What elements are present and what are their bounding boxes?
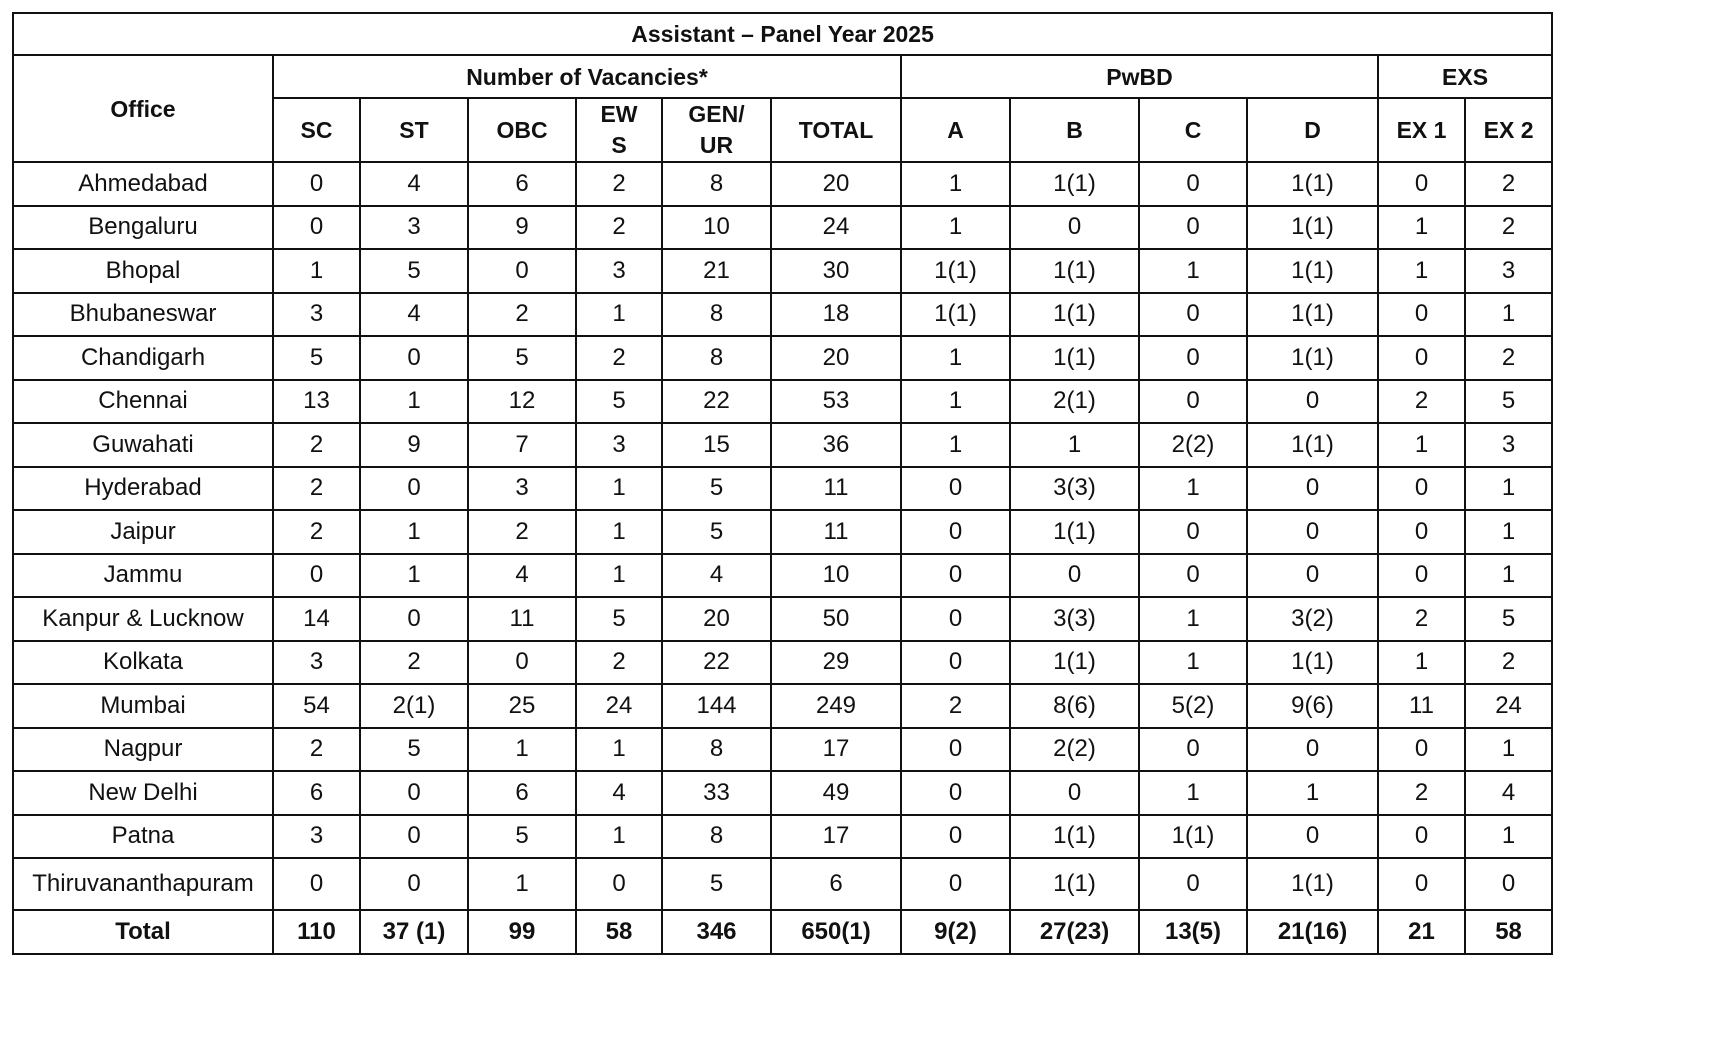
cell-sc: 2 <box>273 467 360 511</box>
total-cell-a: 9(2) <box>901 910 1010 954</box>
cell-obc: 2 <box>468 293 576 337</box>
cell-st: 9 <box>360 423 468 467</box>
cell-gen: 8 <box>662 336 771 380</box>
cell-st: 5 <box>360 249 468 293</box>
cell-ex2: 1 <box>1465 510 1552 554</box>
total-cell-b: 27(23) <box>1010 910 1139 954</box>
cell-c: 2(2) <box>1139 423 1247 467</box>
cell-st: 1 <box>360 510 468 554</box>
cell-ex1: 11 <box>1378 684 1465 728</box>
table-row <box>13 293 1552 337</box>
cell-ews: 1 <box>576 815 662 859</box>
cell-st: 0 <box>360 858 468 910</box>
office-name-cell: Patna <box>13 815 273 859</box>
cell-d: 0 <box>1247 554 1378 598</box>
cell-a: 1 <box>901 206 1010 250</box>
cell-total: 24 <box>771 206 901 250</box>
cell-b: 1(1) <box>1010 641 1139 685</box>
office-name-cell: Bhubaneswar <box>13 293 273 337</box>
cell-ex1: 0 <box>1378 162 1465 206</box>
cell-st: 0 <box>360 336 468 380</box>
cell-a: 0 <box>901 815 1010 859</box>
col-header-ews-line1: EW <box>600 101 638 127</box>
cell-b: 0 <box>1010 771 1139 815</box>
cell-d: 0 <box>1247 728 1378 772</box>
col-header-st: ST <box>360 98 468 162</box>
col-header-d: D <box>1247 98 1378 162</box>
cell-gen: 8 <box>662 728 771 772</box>
office-name-cell: Kolkata <box>13 641 273 685</box>
total-row <box>13 910 1552 954</box>
cell-d: 1(1) <box>1247 423 1378 467</box>
cell-ex2: 1 <box>1465 815 1552 859</box>
cell-d: 3(2) <box>1247 597 1378 641</box>
office-name-cell: Bhopal <box>13 249 273 293</box>
cell-d: 1(1) <box>1247 293 1378 337</box>
cell-d: 1(1) <box>1247 858 1378 910</box>
cell-total: 249 <box>771 684 901 728</box>
cell-total: 49 <box>771 771 901 815</box>
cell-b: 0 <box>1010 554 1139 598</box>
cell-total: 17 <box>771 815 901 859</box>
table-row <box>13 684 1552 728</box>
cell-a: 1(1) <box>901 293 1010 337</box>
cell-total: 17 <box>771 728 901 772</box>
cell-st: 0 <box>360 597 468 641</box>
office-name-cell: Hyderabad <box>13 467 273 511</box>
cell-b: 1(1) <box>1010 249 1139 293</box>
cell-total: 6 <box>771 858 901 910</box>
cell-ex1: 0 <box>1378 858 1465 910</box>
office-name-cell: New Delhi <box>13 771 273 815</box>
cell-total: 36 <box>771 423 901 467</box>
cell-b: 1(1) <box>1010 815 1139 859</box>
cell-b: 1(1) <box>1010 858 1139 910</box>
cell-ex1: 0 <box>1378 510 1465 554</box>
cell-d: 0 <box>1247 510 1378 554</box>
office-name-cell: Thiruvananthapuram <box>13 858 273 910</box>
cell-ews: 2 <box>576 206 662 250</box>
group-header-pwbd: PwBD <box>901 55 1378 98</box>
cell-st: 3 <box>360 206 468 250</box>
cell-gen: 8 <box>662 162 771 206</box>
cell-gen: 33 <box>662 771 771 815</box>
col-header-obc: OBC <box>468 98 576 162</box>
cell-c: 5(2) <box>1139 684 1247 728</box>
cell-ex2: 5 <box>1465 380 1552 424</box>
cell-obc: 2 <box>468 510 576 554</box>
cell-ews: 1 <box>576 293 662 337</box>
cell-ews: 2 <box>576 641 662 685</box>
cell-sc: 3 <box>273 641 360 685</box>
cell-ex1: 1 <box>1378 641 1465 685</box>
cell-c: 0 <box>1139 293 1247 337</box>
cell-b: 1(1) <box>1010 293 1139 337</box>
col-header-total: TOTAL <box>771 98 901 162</box>
cell-b: 8(6) <box>1010 684 1139 728</box>
col-header-c: C <box>1139 98 1247 162</box>
cell-b: 1(1) <box>1010 162 1139 206</box>
cell-b: 0 <box>1010 206 1139 250</box>
cell-d: 0 <box>1247 380 1378 424</box>
col-header-gen-ur <box>662 98 771 162</box>
cell-obc: 5 <box>468 336 576 380</box>
cell-obc: 11 <box>468 597 576 641</box>
cell-ex2: 2 <box>1465 641 1552 685</box>
office-name-cell: Bengaluru <box>13 206 273 250</box>
cell-ex2: 3 <box>1465 423 1552 467</box>
cell-sc: 3 <box>273 293 360 337</box>
cell-obc: 3 <box>468 467 576 511</box>
cell-c: 1 <box>1139 249 1247 293</box>
cell-ex1: 0 <box>1378 293 1465 337</box>
cell-ex2: 1 <box>1465 728 1552 772</box>
cell-sc: 3 <box>273 815 360 859</box>
vacancy-table-container <box>12 12 1553 955</box>
cell-ews: 2 <box>576 336 662 380</box>
cell-c: 0 <box>1139 728 1247 772</box>
cell-b: 2(2) <box>1010 728 1139 772</box>
cell-sc: 6 <box>273 771 360 815</box>
office-name-cell: Guwahati <box>13 423 273 467</box>
col-header-gen-line2: UR <box>699 132 734 158</box>
cell-total: 11 <box>771 467 901 511</box>
cell-st: 0 <box>360 771 468 815</box>
cell-c: 1 <box>1139 597 1247 641</box>
office-name-cell: Kanpur & Lucknow <box>13 597 273 641</box>
cell-ews: 1 <box>576 554 662 598</box>
cell-obc: 9 <box>468 206 576 250</box>
col-header-ex2: EX 2 <box>1465 98 1552 162</box>
cell-ews: 1 <box>576 510 662 554</box>
cell-gen: 144 <box>662 684 771 728</box>
cell-ews: 3 <box>576 423 662 467</box>
cell-gen: 8 <box>662 815 771 859</box>
cell-a: 0 <box>901 510 1010 554</box>
cell-ews: 1 <box>576 467 662 511</box>
cell-b: 1 <box>1010 423 1139 467</box>
cell-ex1: 1 <box>1378 206 1465 250</box>
cell-b: 3(3) <box>1010 597 1139 641</box>
cell-ex1: 1 <box>1378 249 1465 293</box>
cell-gen: 22 <box>662 380 771 424</box>
cell-a: 2 <box>901 684 1010 728</box>
cell-gen: 22 <box>662 641 771 685</box>
cell-d: 1(1) <box>1247 249 1378 293</box>
cell-b: 2(1) <box>1010 380 1139 424</box>
table-row <box>13 423 1552 467</box>
cell-total: 53 <box>771 380 901 424</box>
total-cell-st: 37 (1) <box>360 910 468 954</box>
cell-ex1: 2 <box>1378 380 1465 424</box>
cell-a: 0 <box>901 467 1010 511</box>
cell-obc: 1 <box>468 858 576 910</box>
cell-sc: 0 <box>273 554 360 598</box>
cell-st: 5 <box>360 728 468 772</box>
cell-c: 0 <box>1139 336 1247 380</box>
table-row <box>13 771 1552 815</box>
cell-obc: 25 <box>468 684 576 728</box>
cell-obc: 0 <box>468 249 576 293</box>
cell-c: 1 <box>1139 771 1247 815</box>
cell-obc: 1 <box>468 728 576 772</box>
table-row <box>13 728 1552 772</box>
table-row <box>13 162 1552 206</box>
cell-sc: 0 <box>273 162 360 206</box>
cell-ex1: 1 <box>1378 423 1465 467</box>
office-name-cell: Jaipur <box>13 510 273 554</box>
cell-obc: 5 <box>468 815 576 859</box>
office-header: Office <box>13 55 273 162</box>
cell-ews: 0 <box>576 858 662 910</box>
table-body <box>13 162 1552 954</box>
cell-ex2: 1 <box>1465 467 1552 511</box>
col-header-a: A <box>901 98 1010 162</box>
cell-d: 1(1) <box>1247 336 1378 380</box>
cell-obc: 7 <box>468 423 576 467</box>
cell-ex2: 24 <box>1465 684 1552 728</box>
cell-sc: 0 <box>273 206 360 250</box>
group-header-exs: EXS <box>1378 55 1552 98</box>
table-row <box>13 380 1552 424</box>
total-cell-ex1: 21 <box>1378 910 1465 954</box>
col-header-sc: SC <box>273 98 360 162</box>
cell-ews: 24 <box>576 684 662 728</box>
cell-gen: 21 <box>662 249 771 293</box>
cell-a: 0 <box>901 858 1010 910</box>
cell-obc: 0 <box>468 641 576 685</box>
table-row <box>13 597 1552 641</box>
cell-a: 0 <box>901 554 1010 598</box>
office-name-cell: Ahmedabad <box>13 162 273 206</box>
cell-ews: 5 <box>576 597 662 641</box>
cell-st: 1 <box>360 554 468 598</box>
cell-d: 0 <box>1247 815 1378 859</box>
cell-gen: 5 <box>662 510 771 554</box>
total-cell-ex2: 58 <box>1465 910 1552 954</box>
cell-ews: 5 <box>576 380 662 424</box>
cell-gen: 20 <box>662 597 771 641</box>
cell-total: 10 <box>771 554 901 598</box>
cell-c: 1 <box>1139 641 1247 685</box>
cell-gen: 5 <box>662 858 771 910</box>
office-name-cell: Jammu <box>13 554 273 598</box>
cell-c: 0 <box>1139 510 1247 554</box>
total-cell-ews: 58 <box>576 910 662 954</box>
cell-sc: 13 <box>273 380 360 424</box>
table-row <box>13 336 1552 380</box>
total-cell-c: 13(5) <box>1139 910 1247 954</box>
cell-ex2: 1 <box>1465 554 1552 598</box>
cell-d: 0 <box>1247 467 1378 511</box>
table-title: Assistant – Panel Year 2025 <box>13 13 1552 55</box>
group-header-vacancies: Number of Vacancies* <box>273 55 901 98</box>
cell-obc: 6 <box>468 771 576 815</box>
cell-a: 1 <box>901 380 1010 424</box>
cell-c: 0 <box>1139 380 1247 424</box>
cell-ews: 2 <box>576 162 662 206</box>
cell-gen: 15 <box>662 423 771 467</box>
cell-st: 4 <box>360 162 468 206</box>
cell-d: 1(1) <box>1247 641 1378 685</box>
cell-d: 1 <box>1247 771 1378 815</box>
cell-ex2: 5 <box>1465 597 1552 641</box>
total-cell-obc: 99 <box>468 910 576 954</box>
office-name-cell: Chennai <box>13 380 273 424</box>
cell-total: 30 <box>771 249 901 293</box>
cell-st: 4 <box>360 293 468 337</box>
cell-total: 11 <box>771 510 901 554</box>
table-row <box>13 641 1552 685</box>
cell-c: 0 <box>1139 206 1247 250</box>
cell-ews: 1 <box>576 728 662 772</box>
table-row <box>13 206 1552 250</box>
cell-sc: 2 <box>273 728 360 772</box>
cell-total: 18 <box>771 293 901 337</box>
cell-total: 20 <box>771 336 901 380</box>
cell-ews: 4 <box>576 771 662 815</box>
cell-sc: 54 <box>273 684 360 728</box>
cell-d: 1(1) <box>1247 206 1378 250</box>
cell-sc: 0 <box>273 858 360 910</box>
cell-ex1: 0 <box>1378 728 1465 772</box>
cell-a: 1 <box>901 336 1010 380</box>
table-row <box>13 249 1552 293</box>
cell-ex1: 0 <box>1378 467 1465 511</box>
cell-b: 3(3) <box>1010 467 1139 511</box>
office-name-cell: Nagpur <box>13 728 273 772</box>
cell-sc: 5 <box>273 336 360 380</box>
cell-a: 1(1) <box>901 249 1010 293</box>
cell-b: 1(1) <box>1010 510 1139 554</box>
cell-sc: 1 <box>273 249 360 293</box>
table-row <box>13 815 1552 859</box>
vacancy-table <box>12 12 1553 955</box>
office-name-cell: Mumbai <box>13 684 273 728</box>
table-row <box>13 510 1552 554</box>
cell-a: 0 <box>901 641 1010 685</box>
cell-ex2: 2 <box>1465 206 1552 250</box>
total-cell-gen: 346 <box>662 910 771 954</box>
cell-total: 50 <box>771 597 901 641</box>
cell-c: 1(1) <box>1139 815 1247 859</box>
cell-gen: 10 <box>662 206 771 250</box>
cell-st: 2(1) <box>360 684 468 728</box>
cell-total: 20 <box>771 162 901 206</box>
cell-ex1: 2 <box>1378 771 1465 815</box>
cell-obc: 6 <box>468 162 576 206</box>
cell-st: 0 <box>360 815 468 859</box>
cell-ex2: 2 <box>1465 162 1552 206</box>
cell-sc: 2 <box>273 510 360 554</box>
cell-obc: 12 <box>468 380 576 424</box>
cell-c: 1 <box>1139 467 1247 511</box>
cell-c: 0 <box>1139 554 1247 598</box>
col-header-ex1: EX 1 <box>1378 98 1465 162</box>
cell-st: 1 <box>360 380 468 424</box>
cell-ex1: 0 <box>1378 336 1465 380</box>
cell-sc: 2 <box>273 423 360 467</box>
cell-obc: 4 <box>468 554 576 598</box>
cell-b: 1(1) <box>1010 336 1139 380</box>
cell-ews: 3 <box>576 249 662 293</box>
table-row <box>13 858 1552 910</box>
cell-d: 9(6) <box>1247 684 1378 728</box>
cell-sc: 14 <box>273 597 360 641</box>
cell-a: 1 <box>901 162 1010 206</box>
table-row <box>13 467 1552 511</box>
cell-c: 0 <box>1139 162 1247 206</box>
cell-total: 29 <box>771 641 901 685</box>
cell-c: 0 <box>1139 858 1247 910</box>
cell-ex2: 3 <box>1465 249 1552 293</box>
office-name-cell: Chandigarh <box>13 336 273 380</box>
cell-gen: 5 <box>662 467 771 511</box>
col-header-ews <box>576 98 662 162</box>
cell-ex1: 2 <box>1378 597 1465 641</box>
total-label-cell: Total <box>13 910 273 954</box>
cell-a: 1 <box>901 423 1010 467</box>
cell-d: 1(1) <box>1247 162 1378 206</box>
col-header-gen-line1: GEN/ <box>688 101 745 127</box>
total-cell-d: 21(16) <box>1247 910 1378 954</box>
cell-a: 0 <box>901 771 1010 815</box>
total-cell-sc: 110 <box>273 910 360 954</box>
cell-ex2: 0 <box>1465 858 1552 910</box>
cell-ex1: 0 <box>1378 554 1465 598</box>
cell-st: 0 <box>360 467 468 511</box>
cell-ex2: 2 <box>1465 336 1552 380</box>
cell-ex2: 1 <box>1465 293 1552 337</box>
cell-a: 0 <box>901 728 1010 772</box>
cell-st: 2 <box>360 641 468 685</box>
total-cell-total: 650(1) <box>771 910 901 954</box>
table-row <box>13 554 1552 598</box>
cell-ex2: 4 <box>1465 771 1552 815</box>
cell-gen: 4 <box>662 554 771 598</box>
cell-ex1: 0 <box>1378 815 1465 859</box>
cell-a: 0 <box>901 597 1010 641</box>
col-header-ews-line2: S <box>611 132 627 158</box>
col-header-b: B <box>1010 98 1139 162</box>
cell-gen: 8 <box>662 293 771 337</box>
